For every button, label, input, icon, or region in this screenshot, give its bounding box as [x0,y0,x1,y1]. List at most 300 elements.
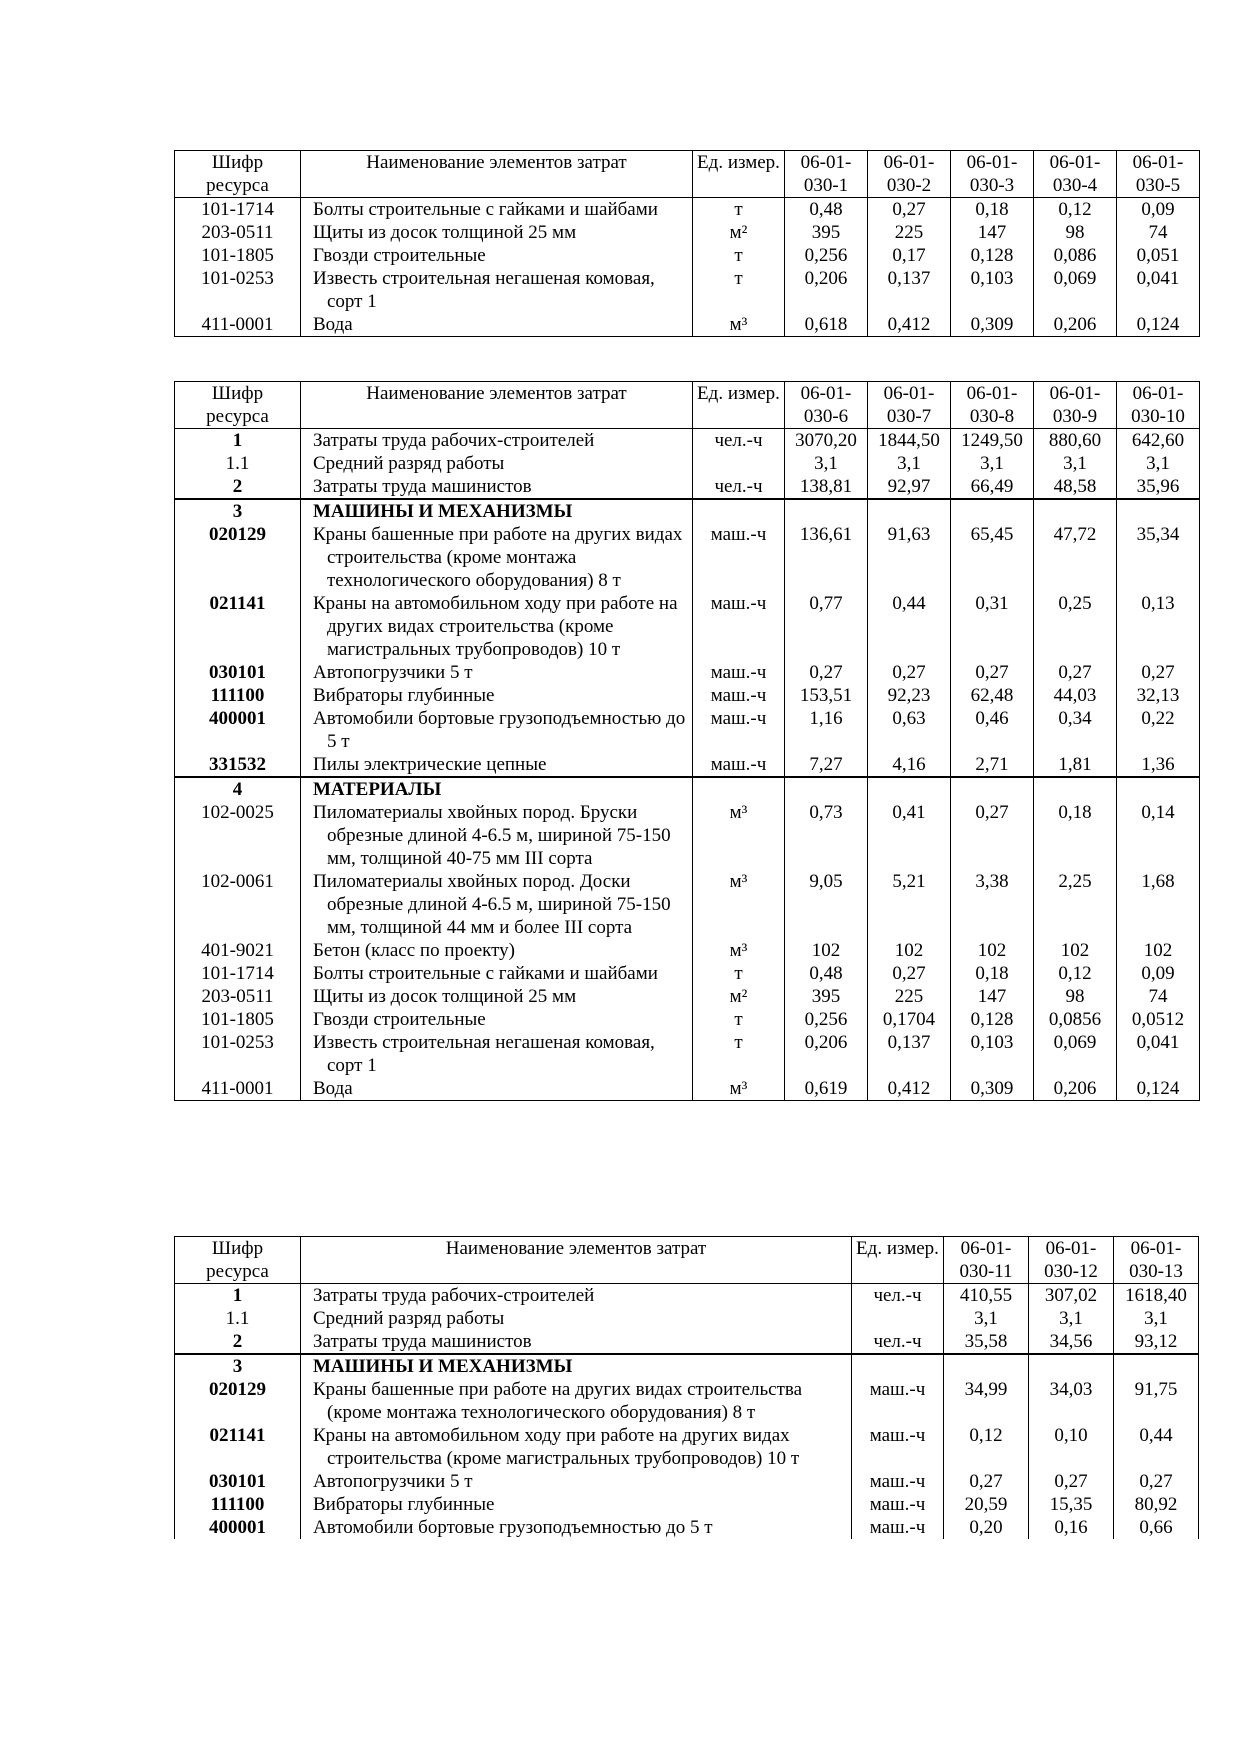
resource-name-text: Автомобили бортовые грузоподъемностью до 5 т [313,708,686,752]
table-row [175,661,1200,684]
value-cell: 0,13 [1117,592,1200,661]
value-cell [1114,1354,1199,1378]
table-row [175,1470,1199,1493]
resource-name-text: Бетон (класс по проекту) [313,940,516,961]
value-cell: 91,63 [868,523,951,592]
table-row [175,684,1200,707]
resource-name-text: Болты строительные с гайками и шайбами [313,199,658,220]
norms-table-3-body [175,1237,1199,1540]
header-col: 06-01-030-6 [785,382,868,429]
unit-cell: т [693,1031,785,1077]
value-cell: 0,618 [785,313,868,337]
resource-code: 021141 [175,1424,301,1470]
value-cell: 102 [1034,939,1117,962]
value-cell [868,777,951,801]
value-cell: 153,51 [785,684,868,707]
resource-code: 331532 [175,753,301,777]
table-row [175,429,1200,453]
resource-name [301,684,693,707]
value-cell: 0,103 [951,267,1034,313]
unit-cell: маш.-ч [852,1516,944,1539]
value-cell [1117,777,1200,801]
value-cell: 0,27 [868,198,951,222]
resource-name-text: Краны на автомобильном ходу при работе на других видах строительства (кроме магистральных трубопроводов) 10 т [313,1425,800,1469]
table-row [175,475,1200,499]
table-row [175,1378,1199,1424]
value-cell: 74 [1117,221,1200,244]
resource-name-text: Гвозди строительные [313,1009,486,1030]
resource-name [301,1077,693,1101]
table-header-row [175,1237,1199,1284]
header-unit: Ед. измер. [693,382,785,429]
resource-name-text: Вибраторы глубинные [313,685,495,706]
value-cell: 1,68 [1117,870,1200,939]
value-cell: 0,27 [951,801,1034,870]
resource-code: 203-0511 [175,985,301,1008]
value-cell: 3,1 [1117,452,1200,475]
value-cell: 0,041 [1117,1031,1200,1077]
table-row [175,499,1200,523]
resource-code: 400001 [175,707,301,753]
unit-cell [693,499,785,523]
resource-code: 101-1805 [175,1008,301,1031]
table-header-row [175,151,1200,198]
value-cell: 35,58 [944,1330,1029,1354]
resource-name-text: Средний разряд работы [313,1308,505,1329]
value-cell: 9,05 [785,870,868,939]
value-cell: 147 [951,221,1034,244]
header-code: Шифр ресурса [175,151,301,198]
header-col: 06-01-030-12 [1029,1237,1114,1284]
unit-cell: м² [693,985,785,1008]
resource-name-text: Затраты труда машинистов [313,1331,532,1352]
norms-table-3 [174,1236,1199,1539]
norms-table-2-body [175,382,1200,1101]
value-cell: 32,13 [1117,684,1200,707]
table-row [175,1307,1199,1330]
value-cell: 0,27 [1034,661,1117,684]
resource-code: 021141 [175,592,301,661]
value-cell: 0,09 [1117,962,1200,985]
norms-table-1-body [175,151,1200,337]
value-cell: 1,16 [785,707,868,753]
resource-code: 020129 [175,1378,301,1424]
table-row [175,962,1200,985]
resource-code: 4 [175,777,301,801]
value-cell: 92,23 [868,684,951,707]
value-cell: 0,128 [951,1008,1034,1031]
unit-cell: м³ [693,1077,785,1101]
unit-cell: м³ [693,801,785,870]
value-cell: 0,069 [1034,1031,1117,1077]
value-cell: 3,1 [868,452,951,475]
value-cell: 0,256 [785,1008,868,1031]
resource-name-text: Краны на автомобильном ходу при работе на других видах строительства (кроме магистральных трубопроводов) 10 т [313,593,678,660]
value-cell [1117,499,1200,523]
value-cell: 395 [785,221,868,244]
resource-name [301,1284,852,1308]
unit-cell: маш.-ч [693,707,785,753]
resource-name-text: МАШИНЫ И МЕХАНИЗМЫ [313,1356,573,1377]
unit-cell [852,1354,944,1378]
value-cell: 0,66 [1114,1516,1199,1539]
value-cell: 3,1 [1034,452,1117,475]
value-cell: 102 [785,939,868,962]
value-cell: 0,41 [868,801,951,870]
norms-table-2 [174,381,1200,1101]
value-cell: 0,48 [785,962,868,985]
header-name: Наименование элементов затрат [301,1237,852,1284]
value-cell [785,499,868,523]
value-cell [1034,777,1117,801]
resource-name [301,661,693,684]
unit-cell [693,777,785,801]
table-row [175,313,1200,337]
unit-cell: м² [693,221,785,244]
value-cell: 0,206 [785,267,868,313]
header-unit: Ед. измер. [693,151,785,198]
resource-code: 1.1 [175,1307,301,1330]
unit-cell: маш.-ч [693,753,785,777]
table-row [175,267,1200,313]
table-row [175,1424,1199,1470]
resource-code: 411-0001 [175,313,301,337]
header-col: 06-01-030-2 [868,151,951,198]
header-col: 06-01-030-7 [868,382,951,429]
value-cell: 98 [1034,221,1117,244]
resource-name [301,1330,852,1354]
value-cell: 34,99 [944,1378,1029,1424]
resource-name-text: Гвозди строительные [313,245,486,266]
unit-cell: т [693,1008,785,1031]
table-row [175,801,1200,870]
value-cell: 102 [1117,939,1200,962]
resource-name [301,452,693,475]
table-row [175,985,1200,1008]
unit-cell: т [693,198,785,222]
resource-name [301,1470,852,1493]
value-cell: 0,27 [951,661,1034,684]
value-cell: 0,27 [785,661,868,684]
resource-code: 030101 [175,661,301,684]
value-cell [785,777,868,801]
value-cell: 225 [868,221,951,244]
value-cell: 0,12 [944,1424,1029,1470]
table-row [175,244,1200,267]
resource-code: 101-0253 [175,267,301,313]
value-cell: 5,21 [868,870,951,939]
resource-name-text: Известь строительная негашеная комовая, сорт 1 [313,1032,655,1076]
resource-name [301,962,693,985]
resource-name [301,592,693,661]
table-row [175,1493,1199,1516]
value-cell: 0,206 [1034,313,1117,337]
value-cell: 2,71 [951,753,1034,777]
resource-code: 3 [175,499,301,523]
resource-name [301,870,693,939]
value-cell: 93,12 [1114,1330,1199,1354]
value-cell: 147 [951,985,1034,1008]
value-cell: 0,10 [1029,1424,1114,1470]
unit-cell: маш.-ч [693,592,785,661]
value-cell: 3,38 [951,870,1034,939]
value-cell: 0,1704 [868,1008,951,1031]
value-cell: 410,55 [944,1284,1029,1308]
resource-code: 2 [175,1330,301,1354]
value-cell: 3,1 [1029,1307,1114,1330]
value-cell: 0,46 [951,707,1034,753]
value-cell: 0,22 [1117,707,1200,753]
unit-cell: м³ [693,313,785,337]
resource-name [301,939,693,962]
table-row [175,777,1200,801]
value-cell: 0,14 [1117,801,1200,870]
value-cell: 0,63 [868,707,951,753]
header-col: 06-01-030-1 [785,151,868,198]
value-cell: 0,27 [1117,661,1200,684]
value-cell: 2,25 [1034,870,1117,939]
header-col: 06-01-030-8 [951,382,1034,429]
resource-name [301,753,693,777]
resource-name-text: Краны башенные при работе на других видах строительства (кроме монтажа технологического оборудования) 8 т [313,1379,803,1423]
resource-code: 411-0001 [175,1077,301,1101]
value-cell: 0,206 [1034,1077,1117,1101]
value-cell: 62,48 [951,684,1034,707]
value-cell: 47,72 [1034,523,1117,592]
table-row [175,198,1200,222]
unit-cell: маш.-ч [852,1378,944,1424]
value-cell: 0,17 [868,244,951,267]
value-cell: 34,03 [1029,1378,1114,1424]
value-cell: 395 [785,985,868,1008]
table-row [175,523,1200,592]
table-row [175,452,1200,475]
value-cell: 0,27 [868,661,951,684]
resource-code: 401-9021 [175,939,301,962]
resource-name [301,523,693,592]
header-col: 06-01-030-9 [1034,382,1117,429]
resource-name [301,1424,852,1470]
value-cell: 880,60 [1034,429,1117,453]
resource-name-text: Болты строительные с гайками и шайбами [313,963,658,984]
value-cell: 0,0512 [1117,1008,1200,1031]
value-cell: 0,619 [785,1077,868,1101]
table-row [175,1031,1200,1077]
value-cell: 0,051 [1117,244,1200,267]
table-row [175,753,1200,777]
value-cell: 0,44 [1114,1424,1199,1470]
value-cell: 136,61 [785,523,868,592]
value-cell: 3,1 [951,452,1034,475]
value-cell: 0,27 [1114,1470,1199,1493]
resource-name [301,475,693,499]
unit-cell [852,1307,944,1330]
value-cell: 80,92 [1114,1493,1199,1516]
value-cell: 35,96 [1117,475,1200,499]
value-cell: 3,1 [1114,1307,1199,1330]
resource-name-text: Краны башенные при работе на других видах строительства (кроме монтажа технологического оборудования) 8 т [313,524,683,591]
value-cell: 0,27 [944,1470,1029,1493]
unit-cell: чел.-ч [852,1330,944,1354]
resource-name-text: Щиты из досок толщиной 25 мм [313,222,577,243]
value-cell: 0,256 [785,244,868,267]
value-cell: 1618,40 [1114,1284,1199,1308]
resource-name-text: Щиты из досок толщиной 25 мм [313,986,577,1007]
value-cell: 0,18 [951,198,1034,222]
value-cell [944,1354,1029,1378]
table-header-row [175,382,1200,429]
value-cell: 3,1 [785,452,868,475]
value-cell [1034,499,1117,523]
resource-name [301,313,693,337]
resource-code: 1 [175,429,301,453]
value-cell: 0,124 [1117,313,1200,337]
value-cell [951,777,1034,801]
resource-code: 101-1714 [175,198,301,222]
unit-cell: чел.-ч [693,429,785,453]
value-cell: 0,124 [1117,1077,1200,1101]
value-cell: 1,81 [1034,753,1117,777]
value-cell: 0,77 [785,592,868,661]
value-cell: 66,49 [951,475,1034,499]
table-row [175,1008,1200,1031]
header-name: Наименование элементов затрат [301,382,693,429]
resource-code: 400001 [175,1516,301,1539]
value-cell: 3070,20 [785,429,868,453]
value-cell: 0,128 [951,244,1034,267]
header-code: Шифр ресурса [175,1237,301,1284]
header-col: 06-01-030-13 [1114,1237,1199,1284]
value-cell: 0,041 [1117,267,1200,313]
value-cell: 0,412 [868,313,951,337]
value-cell: 0,137 [868,267,951,313]
value-cell [868,499,951,523]
unit-cell: т [693,267,785,313]
value-cell: 0,206 [785,1031,868,1077]
resource-name-text: Автопогрузчики 5 т [313,662,473,683]
resource-name [301,777,693,801]
resource-name-text: Пиломатериалы хвойных пород. Бруски обрезные длиной 4-6.5 м, шириной 75-150 мм, толщиной 40-75 мм III сорта [313,802,671,869]
table-row [175,707,1200,753]
unit-cell: т [693,962,785,985]
value-cell: 0,12 [1034,198,1117,222]
table-row [175,1284,1199,1308]
value-cell: 138,81 [785,475,868,499]
resource-name [301,707,693,753]
value-cell: 1844,50 [868,429,951,453]
norms-table-1 [174,150,1200,337]
value-cell: 0,09 [1117,198,1200,222]
unit-cell: маш.-ч [693,661,785,684]
value-cell: 102 [951,939,1034,962]
header-unit: Ед. измер. [852,1237,944,1284]
value-cell: 0,31 [951,592,1034,661]
resource-code: 1.1 [175,452,301,475]
resource-name-text: Затраты труда рабочих-строителей [313,430,595,451]
resource-name [301,801,693,870]
value-cell: 7,27 [785,753,868,777]
resource-name [301,1516,852,1539]
resource-name-text: Вода [313,314,353,335]
unit-cell: чел.-ч [852,1284,944,1308]
resource-code: 101-0253 [175,1031,301,1077]
value-cell: 4,16 [868,753,951,777]
value-cell: 0,44 [868,592,951,661]
resource-code: 3 [175,1354,301,1378]
unit-cell: м³ [693,939,785,962]
unit-cell: т [693,244,785,267]
value-cell: 0,48 [785,198,868,222]
resource-name [301,1307,852,1330]
resource-name-text: Средний разряд работы [313,453,505,474]
header-name: Наименование элементов затрат [301,151,693,198]
table-row [175,870,1200,939]
table-row [175,592,1200,661]
value-cell: 0,34 [1034,707,1117,753]
resource-code: 030101 [175,1470,301,1493]
value-cell: 0,25 [1034,592,1117,661]
header-col: 06-01-030-4 [1034,151,1117,198]
resource-name-text: Автопогрузчики 5 т [313,1471,473,1492]
value-cell: 225 [868,985,951,1008]
value-cell: 0,086 [1034,244,1117,267]
unit-cell: маш.-ч [852,1493,944,1516]
value-cell: 0,27 [1029,1470,1114,1493]
table-row [175,1354,1199,1378]
resource-name [301,1008,693,1031]
header-col: 06-01-030-11 [944,1237,1029,1284]
value-cell: 0,137 [868,1031,951,1077]
value-cell: 0,73 [785,801,868,870]
resource-name [301,221,693,244]
resource-name-text: Известь строительная негашеная комовая, сорт 1 [313,268,655,312]
resource-code: 020129 [175,523,301,592]
unit-cell: маш.-ч [693,684,785,707]
value-cell: 1249,50 [951,429,1034,453]
value-cell: 65,45 [951,523,1034,592]
resource-name [301,429,693,453]
table-row [175,1516,1199,1539]
resource-name [301,1493,852,1516]
value-cell: 34,56 [1029,1330,1114,1354]
value-cell [1029,1354,1114,1378]
value-cell: 3,1 [944,1307,1029,1330]
value-cell: 0,412 [868,1077,951,1101]
value-cell: 0,103 [951,1031,1034,1077]
resource-name [301,499,693,523]
value-cell: 0,18 [1034,801,1117,870]
resource-name [301,1354,852,1378]
value-cell: 20,59 [944,1493,1029,1516]
value-cell: 642,60 [1117,429,1200,453]
resource-name-text: Вибраторы глубинные [313,1494,495,1515]
value-cell [951,499,1034,523]
unit-cell: маш.-ч [852,1470,944,1493]
resource-name [301,198,693,222]
table-row [175,1330,1199,1354]
resource-code: 111100 [175,1493,301,1516]
resource-code: 203-0511 [175,221,301,244]
resource-code: 1 [175,1284,301,1308]
resource-name [301,267,693,313]
value-cell: 44,03 [1034,684,1117,707]
resource-name [301,1378,852,1424]
header-col: 06-01-030-5 [1117,151,1200,198]
unit-cell [693,452,785,475]
value-cell: 1,36 [1117,753,1200,777]
unit-cell: маш.-ч [693,523,785,592]
unit-cell: м³ [693,870,785,939]
